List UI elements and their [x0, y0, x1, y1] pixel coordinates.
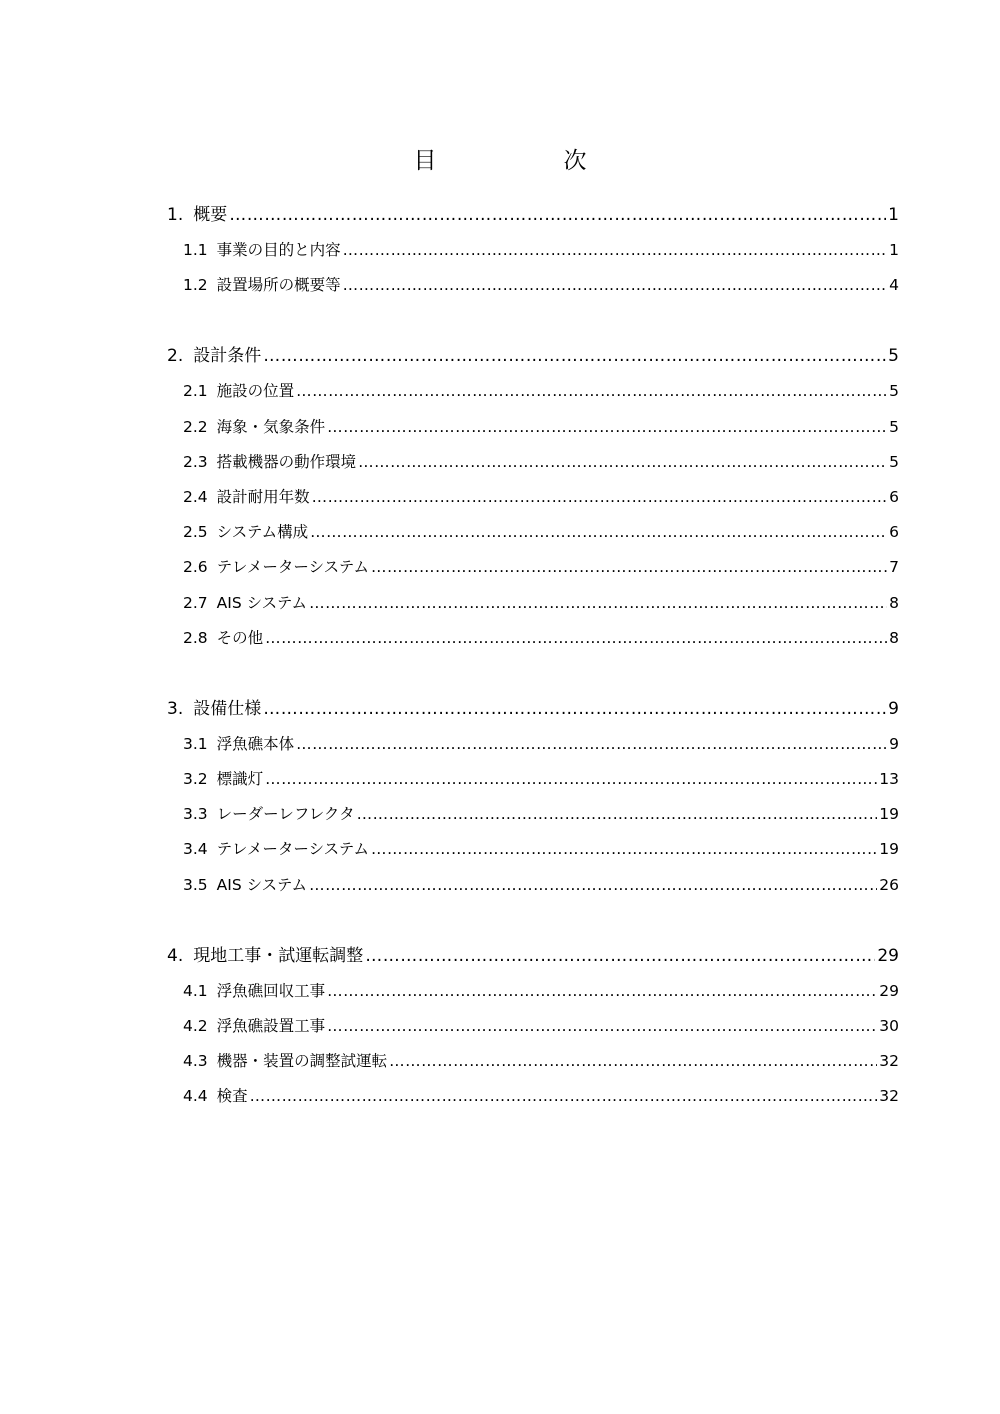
toc-page-number: 29 — [877, 945, 899, 966]
toc-subsection-label: 設置場所の概要等 — [216, 276, 341, 295]
toc-subsection-number: 4.3 — [183, 1052, 208, 1071]
toc-entry-subsection — [167, 797, 899, 832]
toc-leader-dots — [389, 1044, 877, 1079]
toc-page-number: 19 — [879, 840, 899, 859]
toc-entry-subsection — [167, 762, 899, 797]
toc-page-number: 8 — [889, 628, 899, 647]
toc-leader-dots — [327, 410, 887, 445]
toc-subsection-number: 4.2 — [183, 1017, 208, 1035]
toc-subsection-number: 4.4 — [183, 1087, 208, 1106]
toc-subsection-number: 2.7 — [183, 593, 208, 612]
toc-chapter-number: 2. — [167, 346, 184, 367]
toc-leader-dots — [229, 198, 886, 233]
toc-entry-subsection — [167, 974, 899, 1009]
toc-entry-subsection — [167, 480, 899, 515]
toc-subsection-number: 3.1 — [183, 734, 208, 753]
toc-entry-chapter — [167, 692, 899, 727]
toc-page-number: 8 — [889, 593, 899, 612]
toc-page-number: 32 — [879, 1087, 899, 1106]
toc-leader-dots — [312, 480, 887, 515]
toc-subsection-label: テレメーターシステム — [216, 558, 370, 577]
toc-chapter-label: 概要 — [193, 205, 228, 225]
toc-subsection-number: 3.3 — [183, 805, 208, 824]
toc-page-number: 19 — [879, 805, 899, 824]
toc-leader-dots — [309, 586, 887, 621]
toc-subsection-label: AIS システム — [216, 875, 308, 894]
toc-entry-subsection — [167, 832, 899, 867]
toc-subsection-label: 検査 — [216, 1087, 248, 1106]
toc-leader-dots — [357, 797, 878, 832]
toc-page-number: 4 — [889, 276, 899, 295]
toc-page-number: 6 — [889, 487, 899, 506]
toc-page-number: 7 — [889, 558, 899, 577]
toc-subsection-label: レーダーレフレクタ — [216, 805, 355, 824]
toc-subsection-label: システム構成 — [216, 523, 309, 542]
toc-page-number: 5 — [888, 346, 899, 367]
toc-chapter-label: 現地工事・試運転調整 — [193, 945, 364, 966]
toc-entry-subsection — [167, 445, 899, 480]
toc-subsection-number: 2.5 — [183, 523, 208, 542]
toc-page-number: 5 — [889, 452, 899, 471]
toc-entry-subsection — [167, 1009, 899, 1044]
toc-leader-dots — [327, 974, 877, 1009]
toc-entry-subsection — [167, 586, 899, 621]
toc-subsection-label: 設計耐用年数 — [216, 487, 310, 506]
toc-leader-dots — [371, 832, 877, 867]
toc-subsection-number: 2.3 — [183, 452, 208, 471]
toc-subsection-number: 2.2 — [183, 417, 208, 436]
toc-subsection-label: 浮魚礁本体 — [216, 734, 295, 753]
toc-entry-subsection — [167, 727, 899, 762]
page-title: 目 次 — [413, 148, 639, 174]
toc-subsection-label: 機器・装置の調整試運転 — [216, 1052, 388, 1071]
toc-entry-chapter — [167, 939, 899, 974]
toc-page-number: 32 — [879, 1052, 899, 1071]
toc-subsection-label: AIS システム — [216, 593, 308, 612]
toc-page-number: 9 — [888, 698, 899, 719]
toc-page-number: 30 — [879, 1017, 899, 1035]
toc-leader-dots — [296, 374, 887, 409]
toc-subsection-label: 施設の位置 — [216, 382, 295, 401]
toc-entry-chapter — [167, 339, 899, 374]
toc-entry-subsection — [167, 268, 899, 303]
toc-subsection-number: 2.6 — [183, 558, 208, 577]
toc-entry-subsection — [167, 1079, 899, 1114]
toc-page-number: 6 — [889, 523, 899, 542]
toc-subsection-number: 2.1 — [183, 382, 208, 401]
toc-subsection-label: 浮魚礁回収工事 — [216, 981, 326, 1000]
toc-subsection-label: その他 — [216, 628, 264, 647]
toc-subsection-label: 搭載機器の動作環境 — [216, 452, 357, 471]
toc-section — [167, 198, 899, 303]
toc-page-number: 5 — [889, 382, 899, 401]
toc-page-number: 5 — [889, 417, 899, 436]
toc-subsection-label: 標識灯 — [216, 770, 264, 789]
toc-entry-subsection — [167, 868, 899, 903]
toc-leader-dots — [343, 268, 887, 303]
toc-entry-subsection — [167, 1044, 899, 1079]
toc-subsection-label: 海象・気象条件 — [216, 417, 326, 436]
toc-chapter-number: 3. — [167, 698, 184, 719]
toc-entry-subsection — [167, 515, 899, 550]
toc-subsection-label: 事業の目的と内容 — [216, 241, 341, 259]
toc-entry-subsection — [167, 233, 899, 268]
toc-leader-dots — [296, 727, 887, 762]
toc-page-number: 9 — [889, 734, 899, 753]
table-of-contents — [167, 198, 899, 1151]
toc-subsection-number: 3.4 — [183, 840, 208, 859]
toc-entry-chapter — [167, 198, 899, 233]
toc-entry-subsection — [167, 621, 899, 656]
toc-entry-subsection — [167, 410, 899, 445]
toc-subsection-number: 1.2 — [183, 276, 208, 295]
toc-leader-dots — [358, 445, 887, 480]
toc-leader-dots — [371, 550, 887, 585]
toc-leader-dots — [265, 621, 887, 656]
toc-subsection-number: 3.2 — [183, 770, 208, 789]
toc-leader-dots — [263, 339, 886, 374]
toc-subsection-number: 1.1 — [183, 241, 208, 259]
toc-leader-dots — [265, 762, 877, 797]
toc-subsection-label: テレメーターシステム — [216, 840, 370, 859]
toc-entry-subsection — [167, 550, 899, 585]
toc-leader-dots — [343, 233, 887, 268]
toc-leader-dots — [310, 515, 887, 550]
toc-section — [167, 939, 899, 1115]
toc-entry-subsection — [167, 374, 899, 409]
toc-section — [167, 339, 899, 656]
toc-subsection-number: 3.5 — [183, 875, 208, 894]
toc-page-number: 1 — [888, 205, 899, 225]
toc-leader-dots — [263, 692, 886, 727]
toc-chapter-label: 設計条件 — [193, 346, 262, 367]
toc-leader-dots — [250, 1079, 878, 1114]
toc-subsection-number: 2.4 — [183, 487, 208, 506]
toc-chapter-label: 設備仕様 — [193, 698, 262, 719]
toc-leader-dots — [327, 1009, 877, 1044]
toc-page-number: 13 — [879, 770, 899, 789]
toc-page-number: 29 — [879, 981, 899, 1000]
toc-subsection-label: 浮魚礁設置工事 — [216, 1017, 326, 1035]
toc-page-number: 26 — [879, 875, 899, 894]
toc-subsection-number: 4.1 — [183, 981, 208, 1000]
toc-chapter-number: 1. — [167, 205, 184, 225]
toc-chapter-number: 4. — [167, 945, 184, 966]
toc-section — [167, 692, 899, 903]
toc-page-number: 1 — [889, 241, 899, 259]
toc-leader-dots — [309, 868, 877, 903]
toc-subsection-number: 2.8 — [183, 628, 208, 647]
toc-leader-dots — [365, 939, 875, 974]
